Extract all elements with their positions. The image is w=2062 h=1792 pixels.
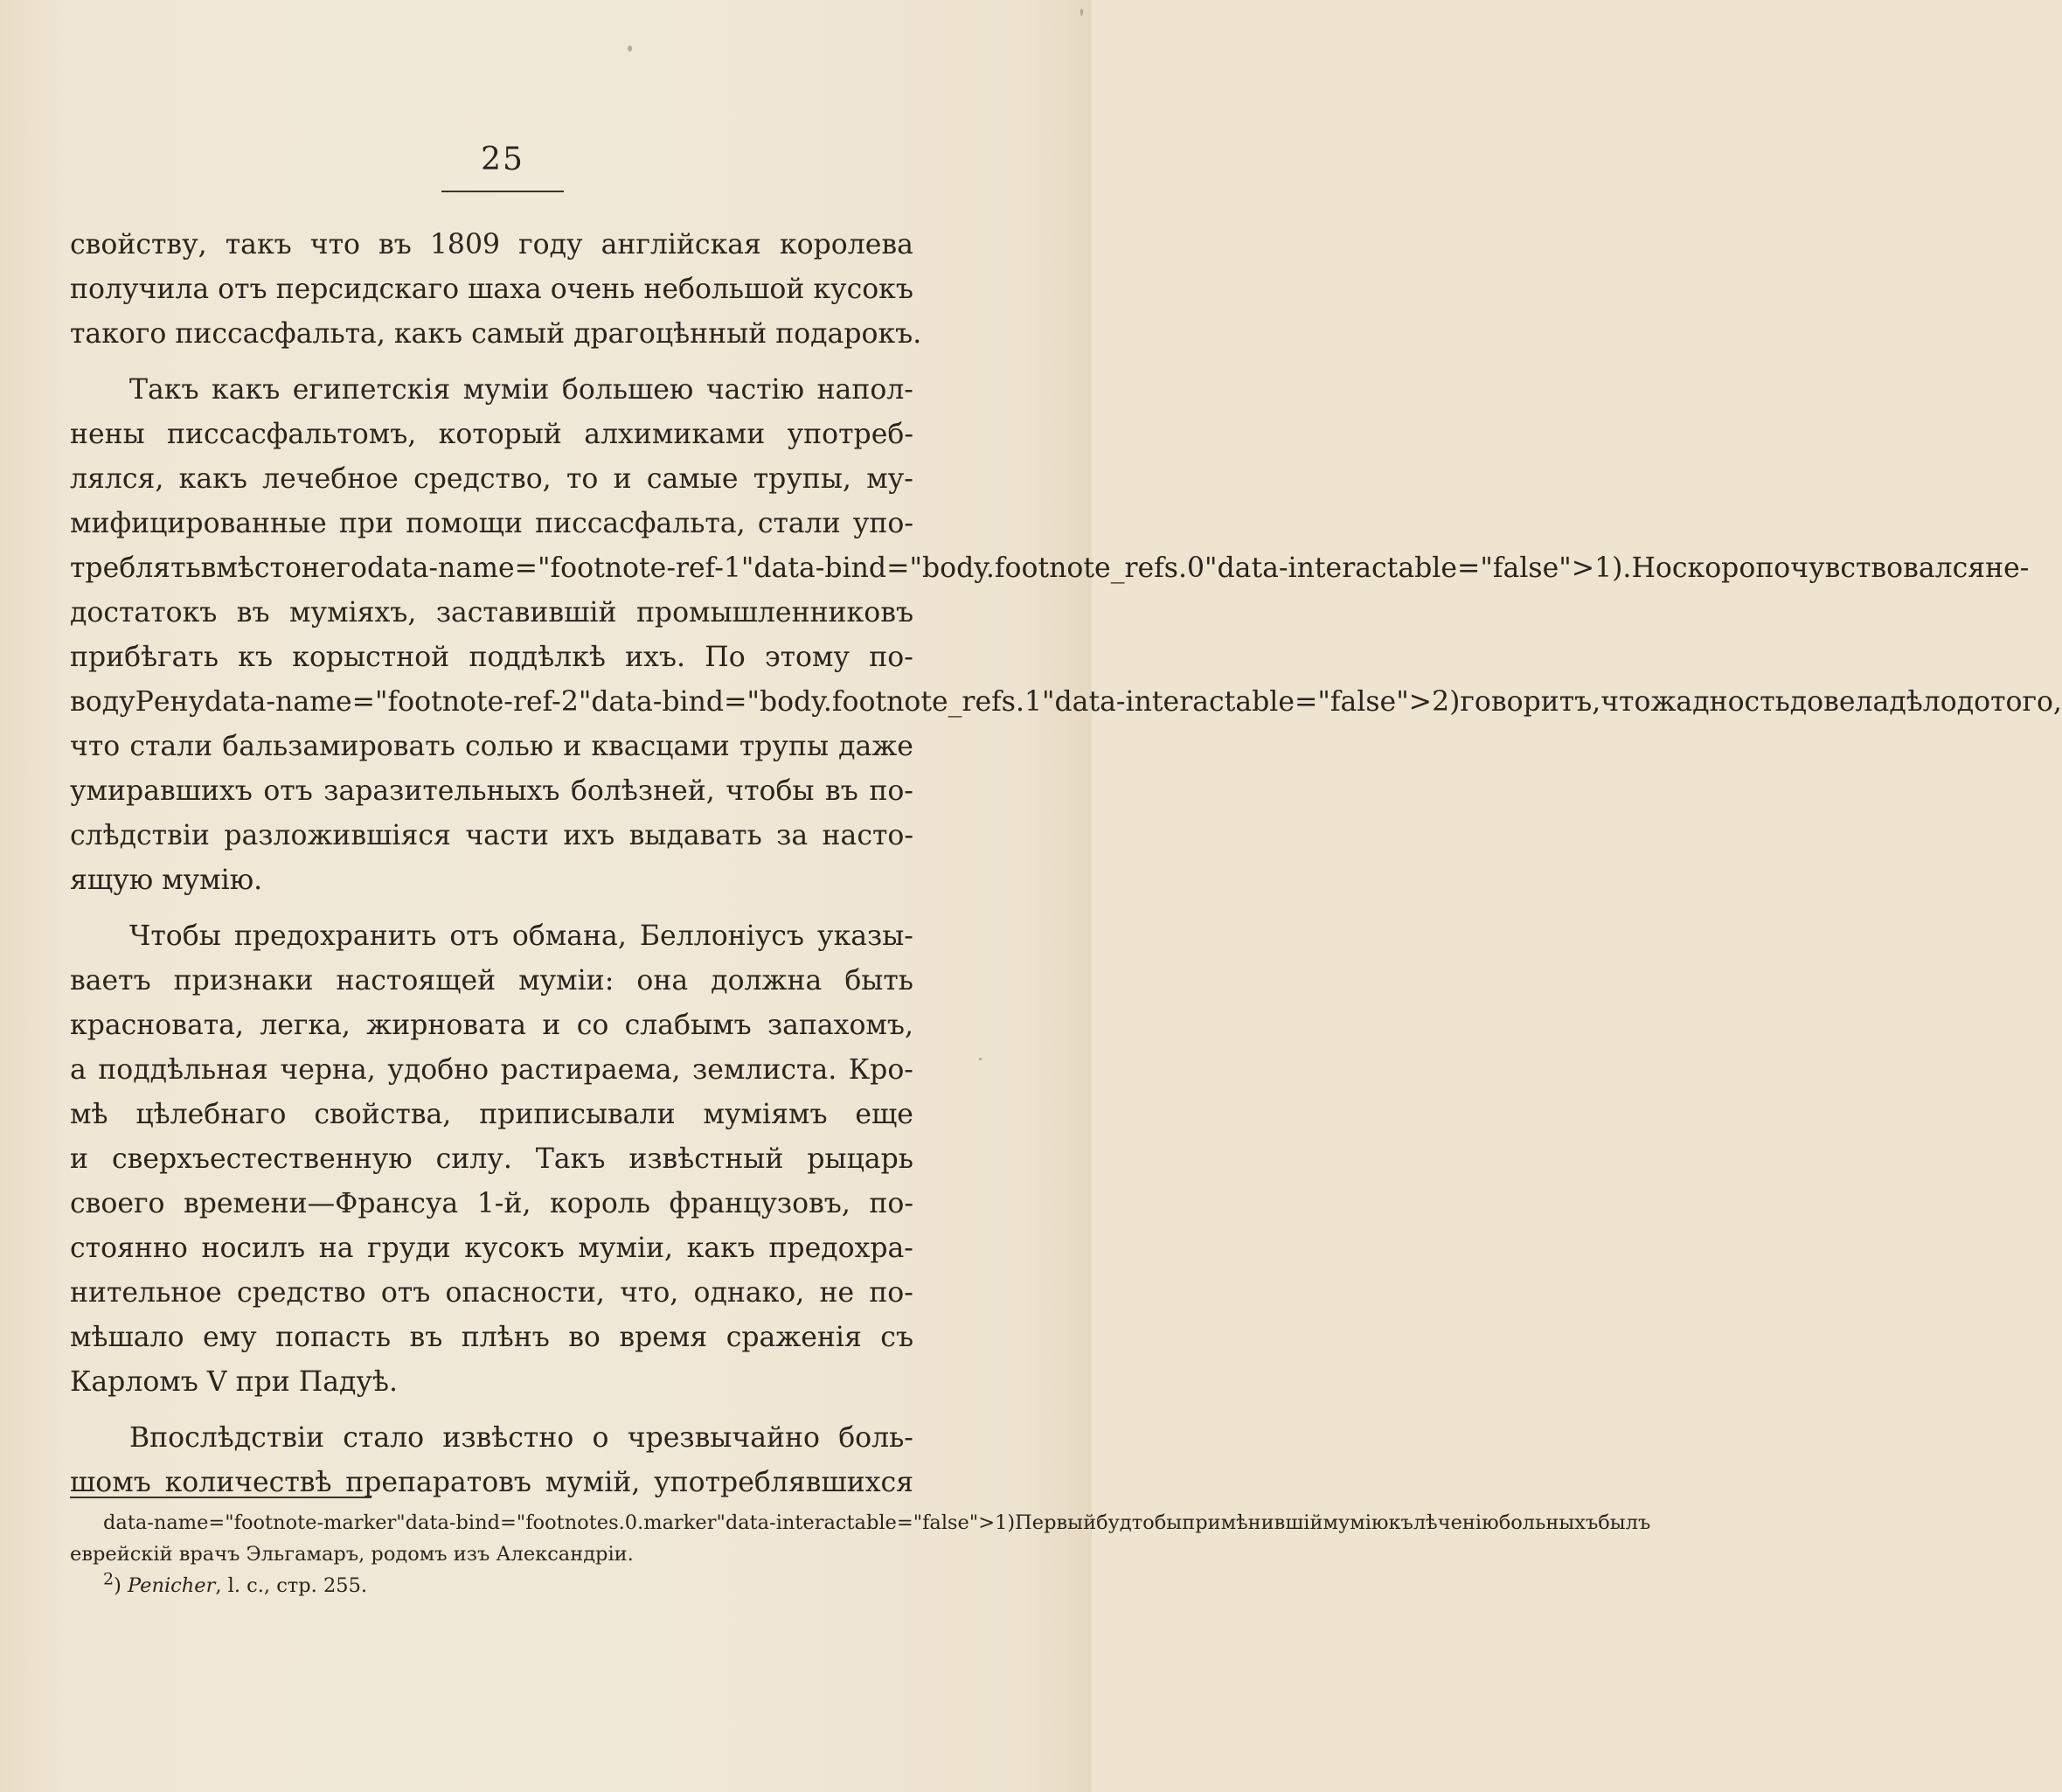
text-line: Впослѣдствіи стало извѣстно о чрезвычайно боль- — [129, 1422, 913, 1454]
text-line: достатокъ въ муміяхъ, заставившій промышленниковъ — [70, 597, 913, 629]
text-line: шомъ количествѣ препаратовъ мумій, употреблявшихся — [70, 1467, 913, 1498]
text-line: своего времени—Франсуа 1-й, король французовъ, по- — [70, 1188, 913, 1219]
text-line: свойству, такъ что въ 1809 году англійская королева — [70, 229, 913, 260]
page-number: 25 — [481, 142, 524, 177]
text-line: такого писсасфальта, какъ самый драгоцѣнный подарокъ. — [70, 318, 922, 350]
footnotes — [70, 1507, 1651, 1601]
text-line: треблять вмѣсто него data-name="footnote-ref-1" data-bind="body.footnote_refs.0" data-interactable="false">1). Но скоро почувствовался не- — [70, 552, 2030, 584]
text-line: воду Рену data-name="footnote-ref-2" data-bind="body.footnote_refs.1" data-interactable="false">2) говоритъ, что жадность довела дѣло до того, — [70, 686, 2062, 718]
text-line: прибѣгать къ корыстной поддѣлкѣ ихъ. По этому по- — [70, 642, 913, 673]
text-line: мѣшало ему попасть въ плѣнъ во время сраженія съ — [70, 1322, 913, 1353]
text-line: мѣ цѣлебнаго свойства, приписывали муміямъ еще — [70, 1099, 913, 1130]
text-line: красновата, легка, жирновата и со слабымъ запахомъ, — [70, 1010, 913, 1041]
text-line: Такъ какъ египетскія муміи большею частію напол- — [129, 374, 913, 406]
text-line: нительное средство отъ опасности, что, однако, не по- — [70, 1277, 913, 1309]
footnote-divider — [70, 1497, 371, 1498]
footnote-author: Penicher — [128, 1574, 216, 1597]
text-line: Чтобы предохранить отъ обмана, Беллоніусъ указы- — [129, 920, 913, 952]
text-line: что стали бальзамировать солью и квасцами трупы даже — [70, 731, 913, 762]
body-text — [70, 223, 2062, 1505]
text-line: Карломъ V при Падуѣ. — [70, 1366, 398, 1398]
text-line: нены писсасфальтомъ, который алхимиками употреб- — [70, 419, 913, 450]
footnote-2: $^2$) Penicher, l. c., стр. 255. — [103, 1569, 368, 1597]
text-line: и сверхъестественную силу. Такъ извѣстный рыцарь — [70, 1143, 913, 1175]
footnote-marker: 2 — [103, 1569, 115, 1589]
footnote-1-continuation: еврейскій врачъ Эльгамаръ, родомъ изъ Александріи. — [70, 1543, 634, 1566]
page-number-rule — [441, 191, 564, 192]
footnote-1: data-name="footnote-marker" data-bind="footnotes.0.marker" data-interactable="false">1) Первый будто бы примѣнившій мумію къ лѣченію больныхъ былъ — [103, 1511, 1651, 1534]
text-line: получила отъ персидскаго шаха очень небольшой кусокъ — [70, 274, 913, 305]
text-line: слѣдствіи разложившіяся части ихъ выдавать за насто- — [70, 820, 913, 851]
text-line: стоянно носилъ на груди кусокъ муміи, какъ предохра- — [70, 1233, 913, 1264]
text-line: ваетъ признаки настоящей муміи: она должна быть — [70, 965, 913, 997]
text-line: умиравшихъ отъ заразительныхъ болѣзней, чтобы въ по- — [70, 775, 913, 807]
text-line: ящую мумію. — [70, 865, 263, 896]
text-line: а поддѣльная черна, удобно растираема, землиста. Кро- — [70, 1054, 913, 1086]
text-line: мифицированные при помощи писсасфальта, стали упо- — [70, 508, 913, 539]
text-line: лялся, какъ лечебное средство, то и самые трупы, му- — [70, 463, 913, 495]
